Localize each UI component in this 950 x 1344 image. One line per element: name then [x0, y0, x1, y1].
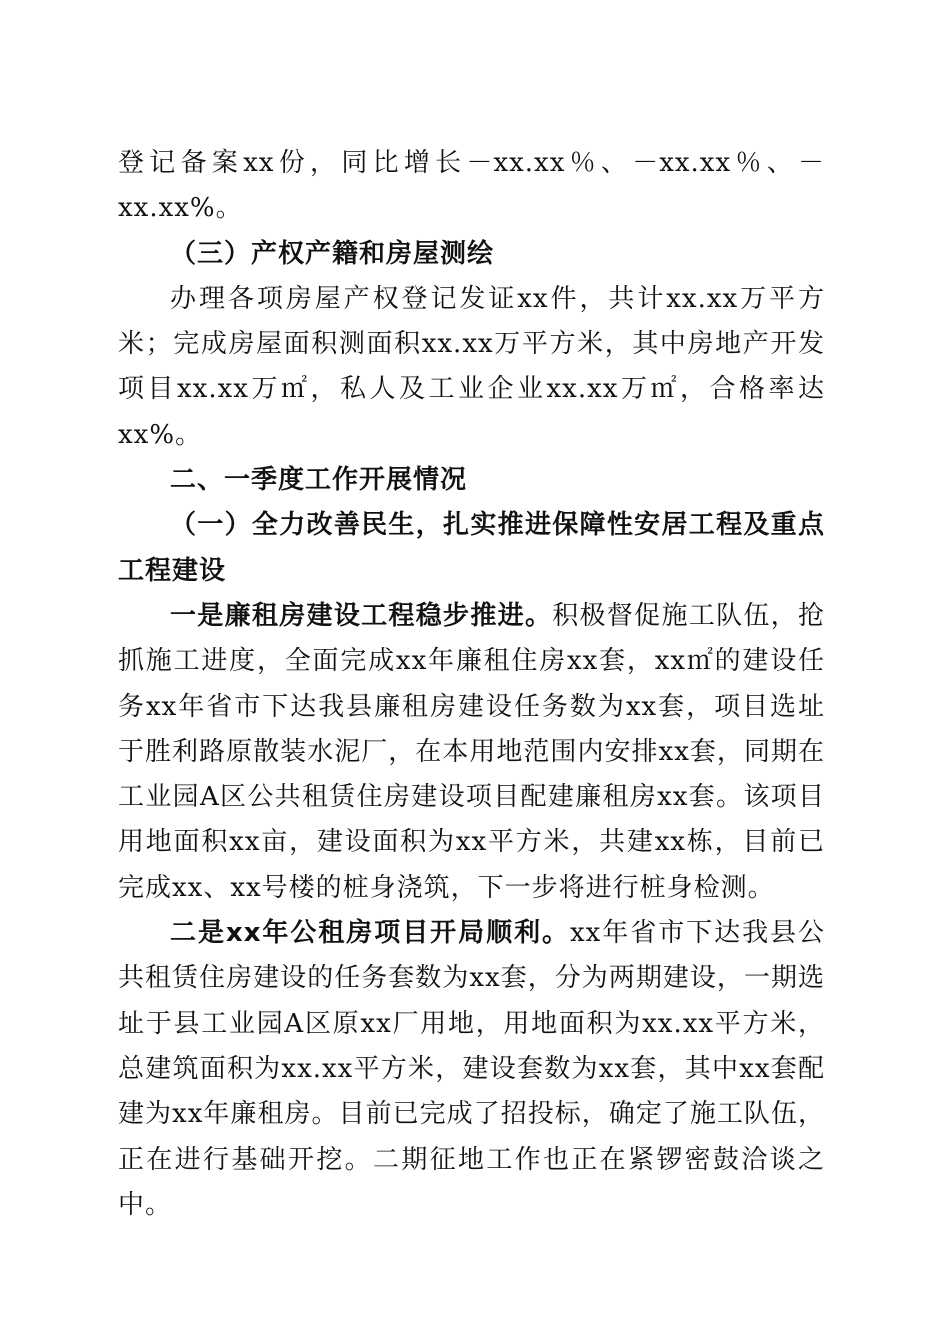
- paragraph-public-rent-lead: 二是xx年公租房项目开局顺利。: [170, 918, 570, 949]
- paragraph-low-rent-body: 积极督促施工队伍，抢抓施工进度，全面完成xx年廉租住房xx套，xx㎡的建设任务xx年省市下达我县廉租房建设任务数为xx套，项目选址于胜利路原散装水泥厂，在本用地范围内安排xx套，同期在工业园A区公共租赁住房建设项目配建廉租房xx套。该项目用地面积xx亩，建设面积为xx平方米，共建xx栋，目前已完成xx、xx号楼的桩身浇筑，下一步将进行桩身检测。: [118, 600, 825, 903]
- document-body: [118, 141, 825, 1228]
- paragraph-low-rent-lead: 一是廉租房建设工程稳步推进。: [170, 600, 553, 631]
- paragraph-property-survey: 办理各项房屋产权登记发证xx件，共计xx.xx万平方米；完成房屋面积测面积xx.xx万平方米，其中房地产开发项目xx.xx万㎡，私人及工业企业xx.xx万㎡，合格率达xx%。: [118, 283, 825, 450]
- heading-housing-project: （一）全力改善民生，扎实推进保障性安居工程及重点工程建设: [118, 510, 825, 586]
- paragraph-registration: 登记备案xx份，同比增长－xx.xx％、－xx.xx％、－xx.xx%。: [118, 148, 825, 224]
- paragraph-public-rent-body: xx年省市下达我县公共租赁住房建设的任务套数为xx套，分为两期建设，一期选址于县工业园A区原xx厂用地，用地面积为xx.xx平方米，总建筑面积为xx.xx平方米，建设套数为xx套，其中xx套配建为xx年廉租房。目前已完成了招投标，确定了施工队伍，正在进行基础开挖。二期征地工作也正在紧锣密鼓洽谈之中。: [118, 918, 826, 1220]
- heading-property-survey: （三）产权产籍和房屋测绘: [170, 238, 495, 269]
- paragraph-low-rent: [118, 594, 825, 911]
- paragraph-public-rent: [118, 911, 825, 1228]
- heading-q1-work: 二、一季度工作开展情况: [170, 465, 468, 496]
